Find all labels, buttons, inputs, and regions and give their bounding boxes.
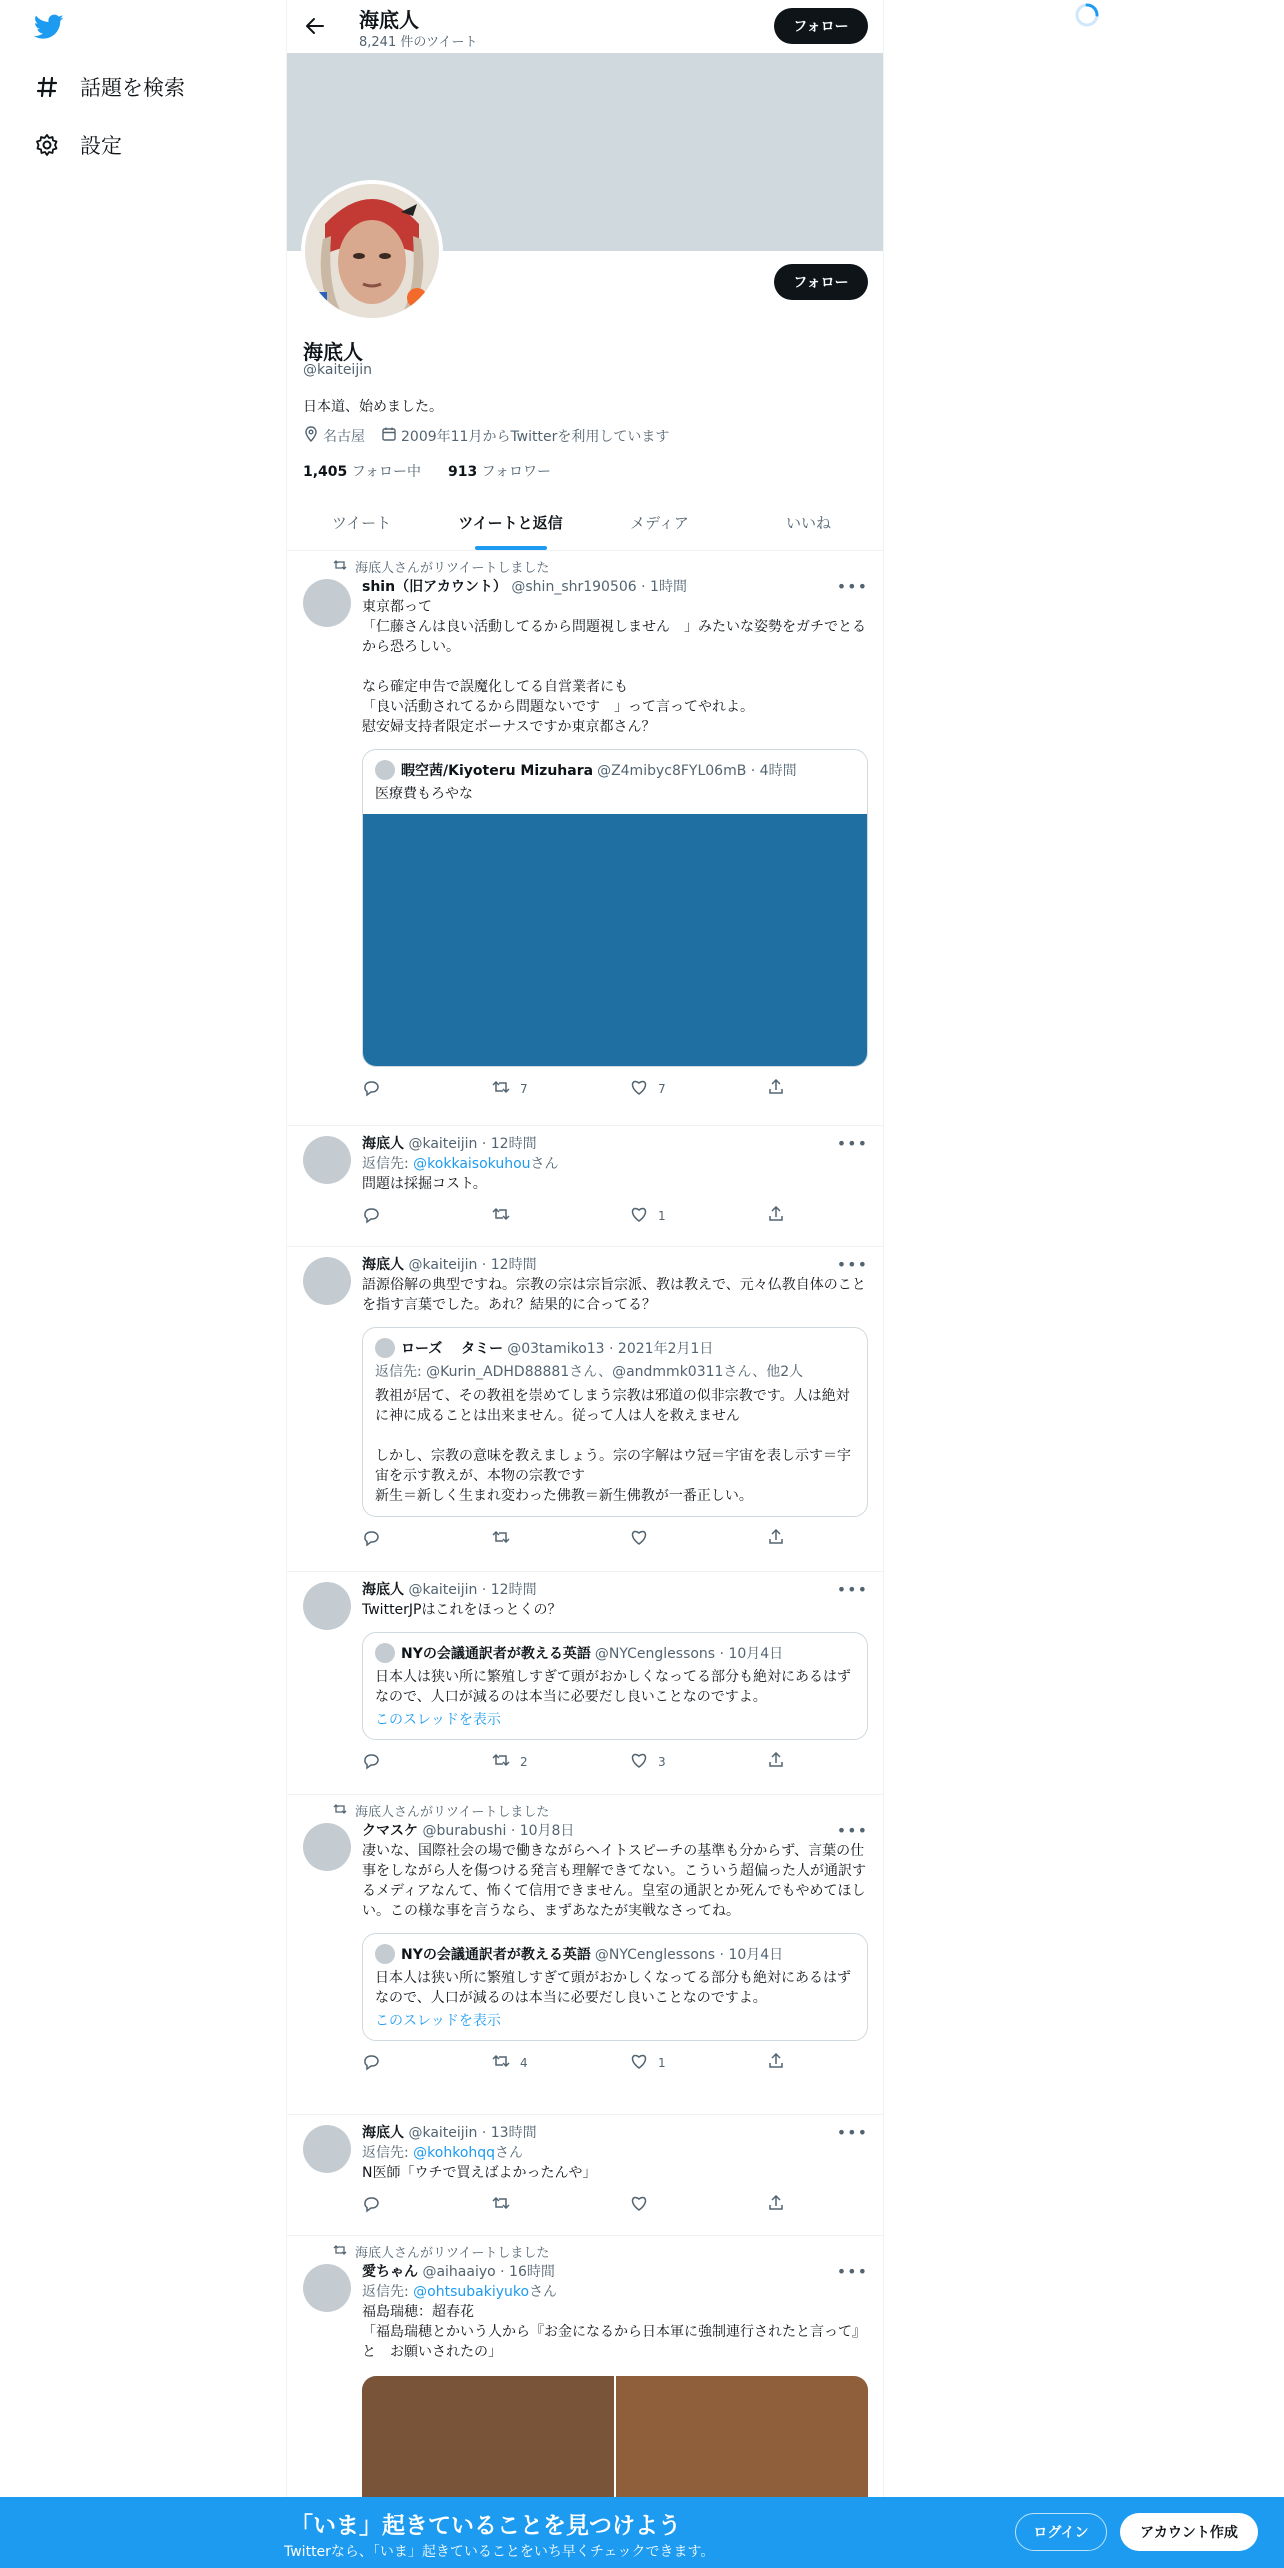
reply-context	[362, 2143, 868, 2163]
reply-icon	[362, 2195, 390, 2216]
share-button[interactable]	[768, 1752, 794, 1771]
nav-settings-label: 設定	[80, 134, 122, 158]
tweet-author-name[interactable]: 海底人	[362, 1257, 404, 1273]
tweet-text: 問題は採掘コスト。	[362, 1176, 487, 1192]
reply-icon	[362, 1079, 390, 1100]
share-icon	[768, 2195, 794, 2214]
tweet-author-name[interactable]: 海底人	[362, 2125, 404, 2141]
retweet-button[interactable]	[492, 2053, 528, 2072]
more-icon[interactable]: •••	[836, 577, 868, 596]
like-button[interactable]	[630, 1529, 658, 1548]
tweet[interactable]	[287, 1572, 883, 1795]
profile-joined: 2009年11月からTwitterを利用しています	[401, 429, 670, 445]
nav-settings[interactable]	[34, 125, 122, 165]
quote-meta: @NYCenglessons · 10月4日	[594, 1947, 784, 1963]
quote-tweet[interactable]	[362, 1933, 868, 2041]
retweet-note-text: 海底人さんがリツイートしました	[355, 1805, 550, 1820]
reply-icon	[362, 1752, 390, 1773]
tweet-author-name[interactable]: クマスケ	[362, 1823, 418, 1839]
heart-icon	[630, 1529, 658, 1548]
share-button[interactable]	[768, 1206, 794, 1225]
tweet-text: 語源俗解の典型ですね。宗教の宗は宗旨宗派、教は教えで、元々仏教自体のことを指す言葉でした。あれ？結果的に合ってる？	[362, 1277, 866, 1313]
tab-tweets[interactable]: ツイート	[331, 514, 392, 532]
retweet-small-icon	[333, 1803, 355, 1819]
more-icon[interactable]: •••	[836, 1134, 868, 1153]
nav-explore[interactable]	[34, 67, 185, 107]
profile-name: 海底人	[303, 340, 363, 364]
following-count: 1,405	[303, 464, 348, 480]
like-button[interactable]	[630, 1206, 666, 1225]
tweet-header	[362, 577, 868, 597]
quote-meta: @NYCenglessons · 10月4日	[594, 1646, 784, 1662]
heart-icon	[630, 1206, 658, 1225]
retweet-count: 7	[520, 1081, 528, 1096]
profile-meta	[303, 426, 669, 446]
heart-icon	[630, 1079, 658, 1098]
location-pin-icon	[303, 426, 323, 446]
like-button[interactable]	[630, 2195, 658, 2214]
reply-icon	[362, 1206, 390, 1227]
quote-avatar	[375, 1944, 395, 1964]
tab-media[interactable]: メディア	[630, 514, 689, 532]
tweet-author-name[interactable]: 愛ちゃん	[362, 2264, 418, 2280]
retweet-count: 2	[520, 1754, 528, 1769]
profile-header-bar	[287, 0, 883, 53]
retweet-icon	[492, 2053, 520, 2072]
quote-author-name: 暇空茜/Kiyoteru Mizuhara	[401, 763, 594, 779]
profile-avatar[interactable]	[301, 180, 443, 322]
tweet-text: 凄いな、国際社会の場で働きながらヘイトスピーチの基準も分からず、言葉の仕事をしながら人を傷つける発言も理解できてない。こういう超偏った人が通訳するメディアなんて、怖くて信用できません。皇室の通訳とか死んでもやめてほしい。この様な事を言うなら、まずあなたが実戦なさってね。	[362, 1843, 866, 1919]
like-button[interactable]	[630, 1079, 666, 1098]
profile-handle: @kaiteijin	[303, 362, 372, 378]
tweet[interactable]	[287, 2115, 883, 2236]
reply-suffix: さん	[495, 2145, 524, 2161]
retweet-icon	[492, 1752, 520, 1771]
avatar[interactable]	[303, 1257, 351, 1305]
retweet-note	[333, 557, 549, 576]
quote-text: 医療費もろやな	[375, 786, 473, 802]
tab-tweets-and-replies[interactable]: ツイートと返信	[436, 497, 585, 550]
share-icon	[768, 1079, 794, 1098]
tweet[interactable]	[287, 1795, 883, 2115]
header-follow-button[interactable]: フォロー	[774, 8, 868, 44]
like-count: 7	[658, 1081, 666, 1096]
tweet-meta: @kaiteijin · 13時間	[408, 2125, 537, 2141]
tweet-meta: @kaiteijin · 12時間	[408, 1257, 537, 1273]
profile-follow-button[interactable]: フォロー	[774, 264, 868, 300]
signup-banner-title: 「いま」起きていることを見つけよう	[290, 2513, 681, 2539]
retweet-note-text: 海底人さんがリツイートしました	[355, 561, 550, 576]
reply-button[interactable]	[362, 1752, 390, 1773]
tweet-actions	[362, 2053, 868, 2073]
profile-stats	[303, 461, 551, 481]
reply-icon	[362, 2053, 390, 2074]
more-icon[interactable]: •••	[836, 2123, 868, 2142]
reply-button[interactable]	[362, 1206, 390, 1227]
like-count: 1	[658, 2055, 666, 2070]
tweet-meta: @kaiteijin · 12時間	[408, 1136, 537, 1152]
reply-context	[362, 1154, 868, 1174]
tweet-meta: @kaiteijin · 12時間	[408, 1582, 537, 1598]
tweet-author-name[interactable]: shin（旧アカウント）	[362, 579, 507, 595]
reply-suffix: さん	[530, 1156, 559, 1172]
like-button[interactable]	[630, 1752, 666, 1771]
share-button[interactable]	[768, 1079, 794, 1098]
retweet-small-icon	[333, 2244, 355, 2260]
reply-button[interactable]	[362, 1529, 390, 1550]
reply-to-link[interactable]: @kokkaisokuhou	[413, 1156, 531, 1172]
avatar[interactable]	[303, 2125, 351, 2173]
signup-banner	[0, 2497, 1284, 2568]
loading-spinner-icon	[1074, 2, 1100, 28]
tweet-actions	[362, 1079, 868, 1099]
tweet[interactable]	[287, 551, 883, 1126]
reply-prefix: 返信先:	[362, 1156, 414, 1172]
share-icon	[768, 1752, 794, 1771]
quote-meta: @03tamiko13 · 2021年2月1日	[507, 1341, 714, 1357]
quote-text: 教祖が居て、その教祖を崇めてしまう宗教は邪道の似非宗教です。人は絶対に神に成ることは出来ません。従って人は人を救えません しかし、宗教の意味を教えましょう。宗の字解はウ冠＝宇宙を表し示す＝宇宙を示す教えが、本物の宗教です 新生＝新しく生まれ変わった佛教＝新生佛教が一番正しい。	[375, 1388, 851, 1504]
retweet-button[interactable]	[492, 1079, 528, 1098]
quote-text: 日本人は狭い所に繁殖しすぎて頭がおかしくなってる部分も絶対にあるはずなので、人口が減るのは本当に必要だし良いことなのですよ。	[375, 1669, 851, 1705]
retweet-button[interactable]	[492, 1206, 520, 1225]
twitter-logo-icon[interactable]	[34, 14, 64, 40]
heart-icon	[630, 1752, 658, 1771]
reply-to-link[interactable]: @ohtsubakiyuko	[413, 2284, 530, 2300]
avatar[interactable]	[303, 1136, 351, 1184]
quote-tweet[interactable]	[362, 1327, 868, 1517]
retweet-note-text: 海底人さんがリツイートしました	[355, 2246, 550, 2261]
tweet-actions	[362, 1752, 868, 1772]
retweet-icon	[492, 1079, 520, 1098]
share-icon	[768, 2053, 794, 2072]
quote-text: 日本人は狭い所に繁殖しすぎて頭がおかしくなってる部分も絶対にあるはずなので、人口が減るのは本当に必要だし良いことなのですよ。	[375, 1970, 851, 2006]
profile-column	[286, 0, 884, 2568]
quote-avatar	[375, 1338, 395, 1358]
retweet-count: 4	[520, 2055, 528, 2070]
share-icon	[768, 1206, 794, 1225]
back-arrow-icon[interactable]	[301, 12, 329, 40]
tweet-actions	[362, 1529, 868, 1549]
retweet-note	[333, 2242, 549, 2261]
quote-meta: @Z4mibyc8FYL06mB · 4時間	[597, 763, 797, 779]
quote-tweet[interactable]	[362, 1632, 868, 1740]
reply-to-link[interactable]: @kohkohqq	[413, 2145, 496, 2161]
avatar[interactable]	[303, 1823, 351, 1871]
quote-reply-context: 返信先: @Kurin_ADHD88881さん、@andmmk0311さん、他2人	[375, 1364, 804, 1380]
share-button[interactable]	[768, 2195, 794, 2214]
followers-count: 913	[447, 464, 478, 480]
retweet-icon	[492, 2195, 520, 2214]
profile-bio: 日本道、始めました。	[303, 399, 443, 415]
tweet-text: TwitterJPはこれをほっとくの？	[362, 1602, 562, 1618]
tweet-text: N医師「ウチで買えばよかったんや」	[362, 2165, 597, 2181]
followers-label: フォロワー	[481, 464, 551, 480]
tweet-text: 東京都って 「仁藤さんは良い活動してるから問題視しません 」みたいな姿勢をガチでとるから恐ろしい。 なら確定申告で誤魔化してる自営業者にも 「良い活動されてるから問題ないです 」って言ってやれよ。 慰安婦支持者限定ボーナスですか東京都さん？	[362, 599, 866, 735]
heart-icon	[630, 2195, 658, 2214]
hashtag-icon	[34, 74, 60, 100]
tweet-actions	[362, 1206, 868, 1226]
quote-avatar	[375, 1643, 395, 1663]
quote-author-name: NYの会議通訳者が教える英語	[401, 1646, 591, 1662]
tweet-text: 福島瑞穂：超春花 「福島瑞穂とかいう人から『お金になるから日本軍に強制連行されたと言って』 と お願いされたの」	[362, 2304, 859, 2360]
retweet-button[interactable]	[492, 2195, 520, 2214]
header-name: 海底人	[359, 8, 419, 32]
share-icon	[768, 1529, 794, 1548]
followers-link[interactable]	[448, 464, 551, 480]
retweet-small-icon	[333, 559, 355, 575]
like-count: 1	[658, 1208, 666, 1223]
reply-context	[362, 2282, 868, 2302]
avatar[interactable]	[303, 1582, 351, 1630]
heart-icon	[630, 2053, 658, 2072]
retweet-button[interactable]	[492, 1752, 528, 1771]
reply-button[interactable]	[362, 2195, 390, 2216]
avatar[interactable]	[303, 2264, 351, 2312]
profile-location: 名古屋	[323, 429, 365, 445]
tweet-author-name[interactable]: 海底人	[362, 1582, 404, 1598]
reply-icon	[362, 1529, 390, 1550]
retweet-icon	[492, 1206, 520, 1225]
quote-author-name: NYの会議通訳者が教える英語	[401, 1947, 591, 1963]
tweet-meta: @aihaaiyo · 16時間	[422, 2264, 555, 2280]
quote-author-name: ローズ タミー	[401, 1341, 504, 1357]
tweet[interactable]	[287, 1247, 883, 1572]
retweet-icon	[492, 1529, 520, 1548]
reply-prefix: 返信先:	[362, 2284, 414, 2300]
tweet-meta: @burabushi · 10月8日	[422, 1823, 575, 1839]
avatar[interactable]	[303, 579, 351, 627]
like-count: 3	[658, 1754, 666, 1769]
share-button[interactable]	[768, 2053, 794, 2072]
retweet-note	[333, 1801, 549, 1820]
calendar-icon	[381, 426, 401, 446]
signup-button[interactable]: アカウント作成	[1120, 2513, 1258, 2551]
reply-button[interactable]	[362, 2053, 390, 2074]
header-tweet-count: 8,241 件のツイート	[359, 35, 478, 50]
left-nav	[0, 0, 286, 2568]
show-thread-link[interactable]: このスレッドを表示	[375, 1712, 501, 1728]
profile-tabs	[287, 497, 883, 551]
show-thread-link[interactable]: このスレッドを表示	[375, 2013, 501, 2029]
login-button[interactable]: ログイン	[1015, 2513, 1107, 2551]
tweet-author-name[interactable]: 海底人	[362, 1136, 404, 1152]
more-icon[interactable]: •••	[836, 1255, 868, 1274]
quote-media-image[interactable]	[363, 814, 867, 1066]
nav-explore-label: 話題を検索	[80, 76, 185, 100]
signup-banner-subtitle: Twitterなら、「いま」起きていることをいち早くチェックできます。	[284, 2544, 715, 2560]
more-icon[interactable]: •••	[836, 1580, 868, 1599]
gear-icon	[34, 132, 60, 158]
reply-button[interactable]	[362, 1079, 390, 1100]
reply-suffix: さん	[529, 2284, 558, 2300]
reply-prefix: 返信先:	[362, 2145, 414, 2161]
tab-likes[interactable]: いいね	[785, 514, 831, 532]
more-icon[interactable]: •••	[836, 2262, 868, 2281]
tweet-meta: @shin_shr190506 · 1時間	[511, 579, 687, 595]
following-label: フォロー中	[351, 464, 422, 480]
following-link[interactable]	[303, 464, 421, 480]
retweet-button[interactable]	[492, 1529, 520, 1548]
share-button[interactable]	[768, 1529, 794, 1548]
tweet-actions	[362, 2195, 868, 2215]
tweet[interactable]	[287, 1126, 883, 1247]
quote-tweet[interactable]	[362, 749, 868, 1067]
like-button[interactable]	[630, 2053, 666, 2072]
more-icon[interactable]: •••	[836, 1821, 868, 1840]
quote-avatar	[375, 760, 395, 780]
